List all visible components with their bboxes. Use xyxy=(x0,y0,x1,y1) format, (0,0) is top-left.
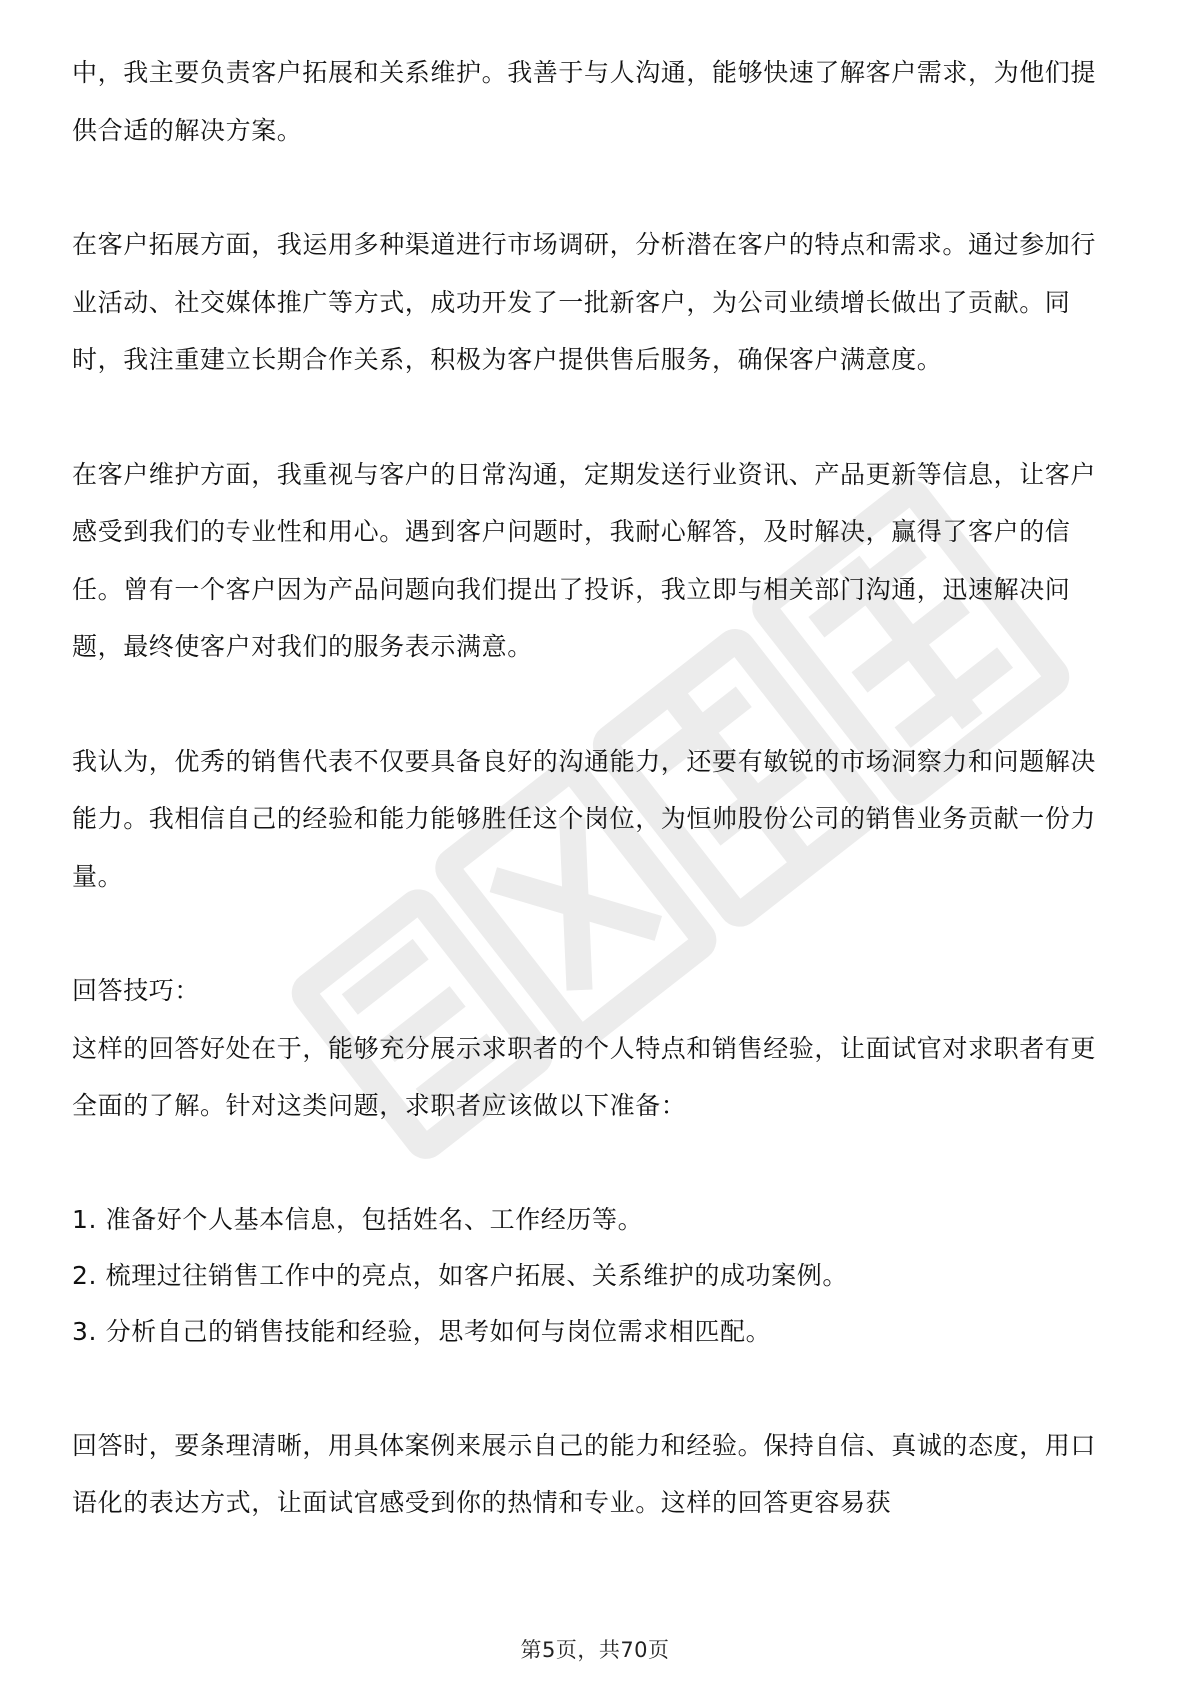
paragraph-intro: 中，我主要负责客户拓展和关系维护。我善于与人沟通，能够快速了解客户需求，为他们提供合适的解决方案。 xyxy=(72,58,1097,145)
tips-intro: 这样的回答好处在于，能够充分展示求职者的个人特点和销售经验，让面试官对求职者有更全面的了解。针对这类问题，求职者应该做以下准备： xyxy=(72,1033,1097,1120)
document-body xyxy=(72,44,1118,1532)
tips-heading: 回答技巧： xyxy=(72,976,201,1005)
page-number: 第5页，共70页 xyxy=(520,1638,670,1662)
paragraph-conclusion: 我认为，优秀的销售代表不仅要具备良好的沟通能力，还要有敏锐的市场洞察力和问题解决能力。我相信自己的经验和能力能够胜任这个岗位，为恒帅股份公司的销售业务贡献一份力量。 xyxy=(72,746,1097,891)
list-item: 3. 分析自己的销售技能和经验，思考如何与岗位需求相匹配。 xyxy=(72,1316,772,1346)
list-item: 2. 梳理过往销售工作中的亮点，如客户拓展、关系维护的成功案例。 xyxy=(72,1260,849,1290)
paragraph-customer-expansion: 在客户拓展方面，我运用多种渠道进行市场调研，分析潜在客户的特点和需求。通过参加行业活动、社交媒体推广等方式，成功开发了一批新客户，为公司业绩增长做出了贡献。同时，我注重建立长期合作关系，积极为客户提供售后服务，确保客户满意度。 xyxy=(72,230,1097,374)
list-item: 1. 准备好个人基本信息，包括姓名、工作经历等。 xyxy=(72,1204,644,1234)
paragraph-customer-maintenance: 在客户维护方面，我重视与客户的日常沟通，定期发送行业资讯、产品更新等信息，让客户感受到我们的专业性和用心。遇到客户问题时，我耐心解答，及时解决，赢得了客户的信任。曾有一个客户因为产品问题向我们提出了投诉，我立即与相关部门沟通，迅速解决问题，最终使客户对我们的服务表示满意。 xyxy=(72,459,1097,661)
paragraph-closing: 回答时，要条理清晰，用具体案例来展示自己的能力和经验。保持自信、真诚的态度，用口语化的表达方式，让面试官感受到你的热情和专业。这样的回答更容易获 xyxy=(72,1430,1097,1517)
